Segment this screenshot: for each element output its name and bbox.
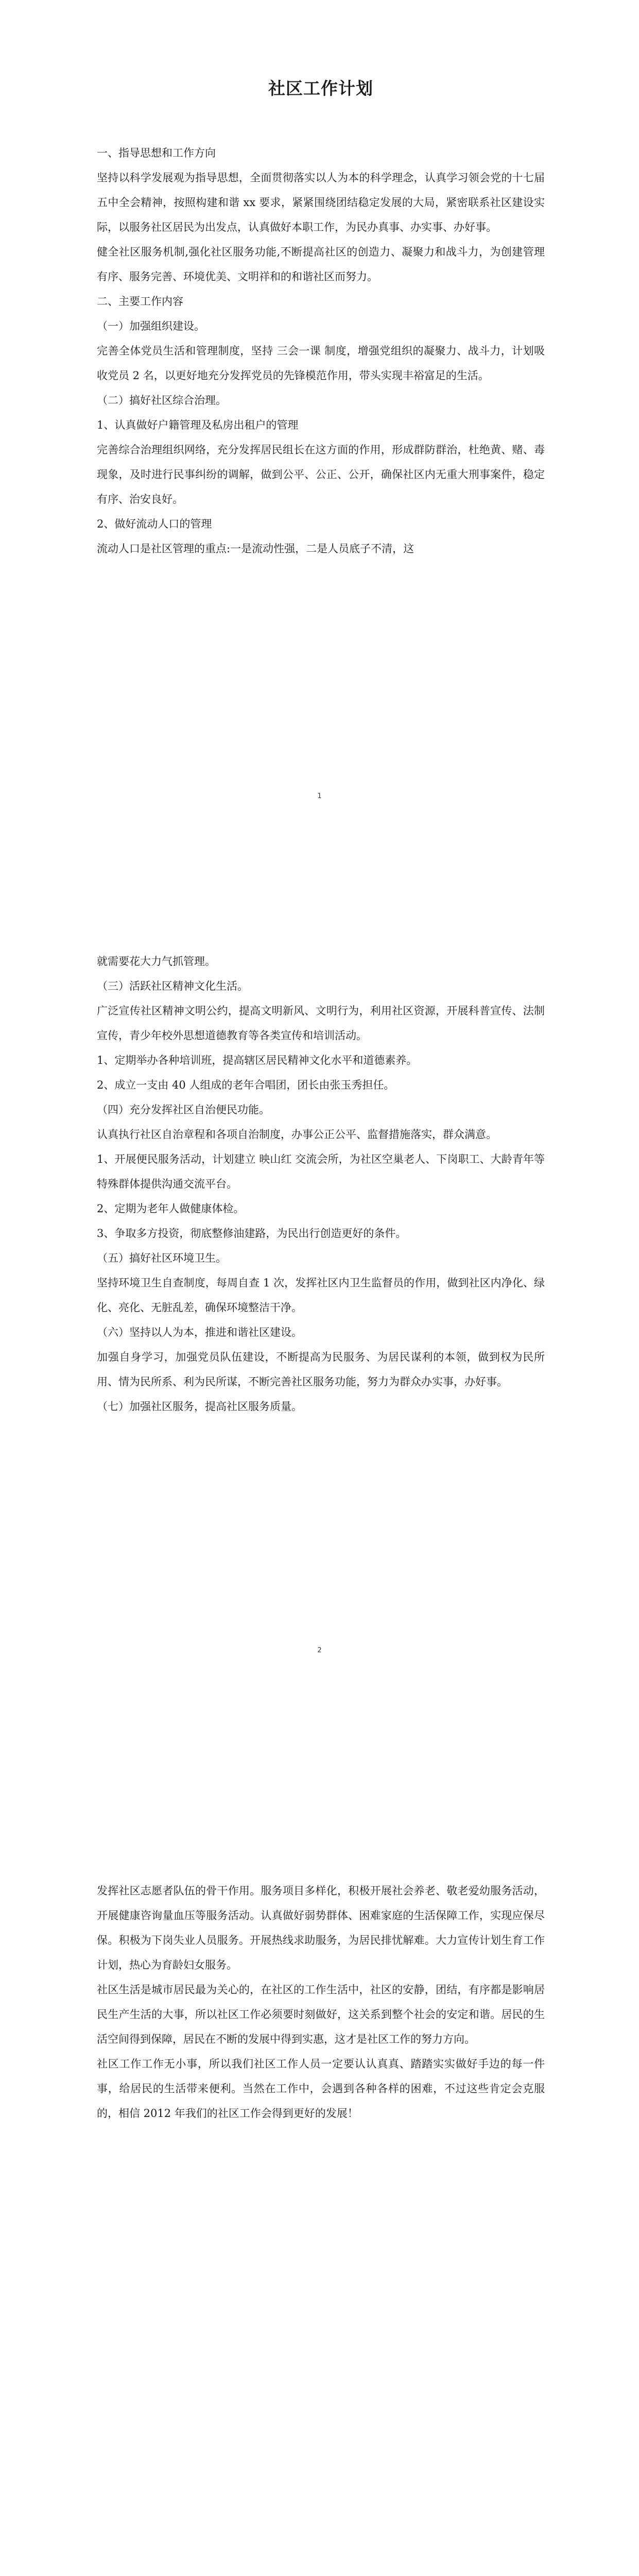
page-1-content [97, 61, 545, 561]
item-heading: 2、成立一支由 40 人组成的老年合唱团，团长由张玉秀担任。 [97, 1079, 395, 1091]
page-1-body [97, 141, 545, 561]
section-heading: 一、指导思想和工作方向 [97, 147, 216, 159]
subsection-heading: （三）活跃社区精神文化生活。 [97, 980, 248, 992]
subsection-heading: （五）搞好社区环境卫生。 [97, 1252, 227, 1264]
subsection-heading: （七）加强社区服务，提高社区服务质量。 [97, 1400, 302, 1413]
paragraph: 流动人口是社区管理的重点:一是流动性强，二是人员底子不清，这 [97, 543, 415, 555]
paragraph: 广泛宣传社区精神文明公约，提高文明新风、文明行为，利用社区资源，开展科普宣传、法制宣传，青少年校外思想道德教育等各类宣传和培训活动。 [97, 1005, 545, 1042]
subsection-heading: （二）搞好社区综合治理。 [97, 394, 227, 406]
item-heading: 2、定期为老年人做健康体检。 [97, 1202, 245, 1215]
item-heading: 2、做好流动人口的管理 [97, 518, 212, 530]
document-page-1 [0, 0, 639, 904]
paragraph: 1、开展便民服务活动，计划建立 映山红 交流会所，为社区空巢老人、下岗职工、大龄青年等特殊群体提供沟通交流平台。 [97, 1153, 545, 1190]
paragraph: 社区工作工作无小事，所以我们社区工作人员一定要认认真真、踏踏实实做好手边的每一件事，给居民的生活带来便利。当然在工作中，会遇到各种各样的困难，不过这些肯定会克服的，相信 2012 年我们的社区工作会得到更好的发展！ [97, 2058, 545, 2120]
paragraph: 发挥社区志愿者队伍的骨干作用。服务项目多样化，积极开展社会养老、敬老爱幼服务活动，开展健康咨询量血压等服务活动。认真做好弱势群体、困难家庭的生活保障工作，实现应保尽保。积极为下岗失业人员服务。开展热线求助服务，为居民排忧解难。大力宣传计划生育工作计划，热心为育龄妇女服务。 [97, 1885, 545, 1971]
page-number: 2 [317, 1647, 322, 1654]
paragraph: 坚持环境卫生自查制度，每周自查 1 次，发挥社区内卫生监督员的作用，做到社区内净化、绿化、亮化、无脏乱差，确保环境整洁干净。 [97, 1277, 545, 1314]
paragraph: 健全社区服务机制,强化社区服务功能,不断提高社区的创造力、凝聚力和战斗力，为创建管理有序、服务完善、环境优美、文明祥和的和谐社区而努力。 [97, 246, 545, 283]
subsection-heading: （一）加强组织建设。 [97, 320, 205, 332]
paragraph: 社区生活是城市居民最为关心的，在社区的工作生活中，社区的安静，团结，有序都是影响居民生产生活的大事，所以社区工作必须要时刻做好，这关系到整个社会的安定和谐。居民的生活空间得到保障，居民在不断的发展中得到实惠，这才是社区工作的努力方向。 [97, 1984, 545, 2045]
paragraph: 就需要花大力气抓管理。 [97, 955, 216, 968]
item-heading: 3、争取多方投资，彻底整修油建路，为民出行创造更好的条件。 [97, 1227, 407, 1240]
paragraph: 加强自身学习，加强党员队伍建设，不断提高为民服务、为居民谋利的本领，做到权为民所用、情为民所系、利为民所谋，不断完善社区服务功能，努力为群众办实事，办好事。 [97, 1351, 545, 1388]
document-page-2 [0, 904, 639, 1807]
section-heading: 二、主要工作内容 [97, 295, 183, 308]
subsection-heading: （六）坚持以人为本，推进和谐社区建设。 [97, 1326, 302, 1338]
paragraph: 认真执行社区自治章程和各项自治制度，办事公正公平、监督措施落实，群众满意。 [97, 1128, 497, 1141]
page-3-content [97, 1878, 545, 2126]
subsection-heading: （四）充分发挥社区自治便民功能。 [97, 1104, 270, 1116]
document-page-3 [0, 1807, 639, 2576]
paragraph: 完善全体党员生活和管理制度，坚持 三会一课 制度，增强党组织的凝聚力、战斗力，计划吸收党员 2 名，以更好地充分发挥党员的先锋模范作用，带头实现丰裕富足的生活。 [97, 345, 545, 382]
document-title: 社区工作计划 [268, 78, 373, 98]
page-2-content [97, 949, 545, 1419]
paragraph: 坚持以科学发展观为指导思想，全面贯彻落实以人为本的科学理念，认真学习领会党的十七届五中全会精神，按照构建和谐 xx 要求，紧紧围绕团结稳定发展的大局，紧密联系社区建设实际，以服务社区居民为出发点，认真做好本职工作，为民办真事、办实事、办好事。 [97, 172, 545, 233]
page-number: 1 [317, 792, 322, 800]
paragraph: 完善综合治理组织网络，充分发挥居民组长在这方面的作用，形成群防群治，杜绝黄、赌、毒现象，及时进行民事纠纷的调解，做到公平、公正、公开，确保社区内无重大刑事案件，稳定有序、治安良好。 [97, 444, 545, 505]
item-heading: 1、定期举办各种培训班，提高辖区居民精神文化水平和道德素养。 [97, 1054, 418, 1066]
item-heading: 1、认真做好户籍管理及私房出租户的管理 [97, 419, 299, 431]
